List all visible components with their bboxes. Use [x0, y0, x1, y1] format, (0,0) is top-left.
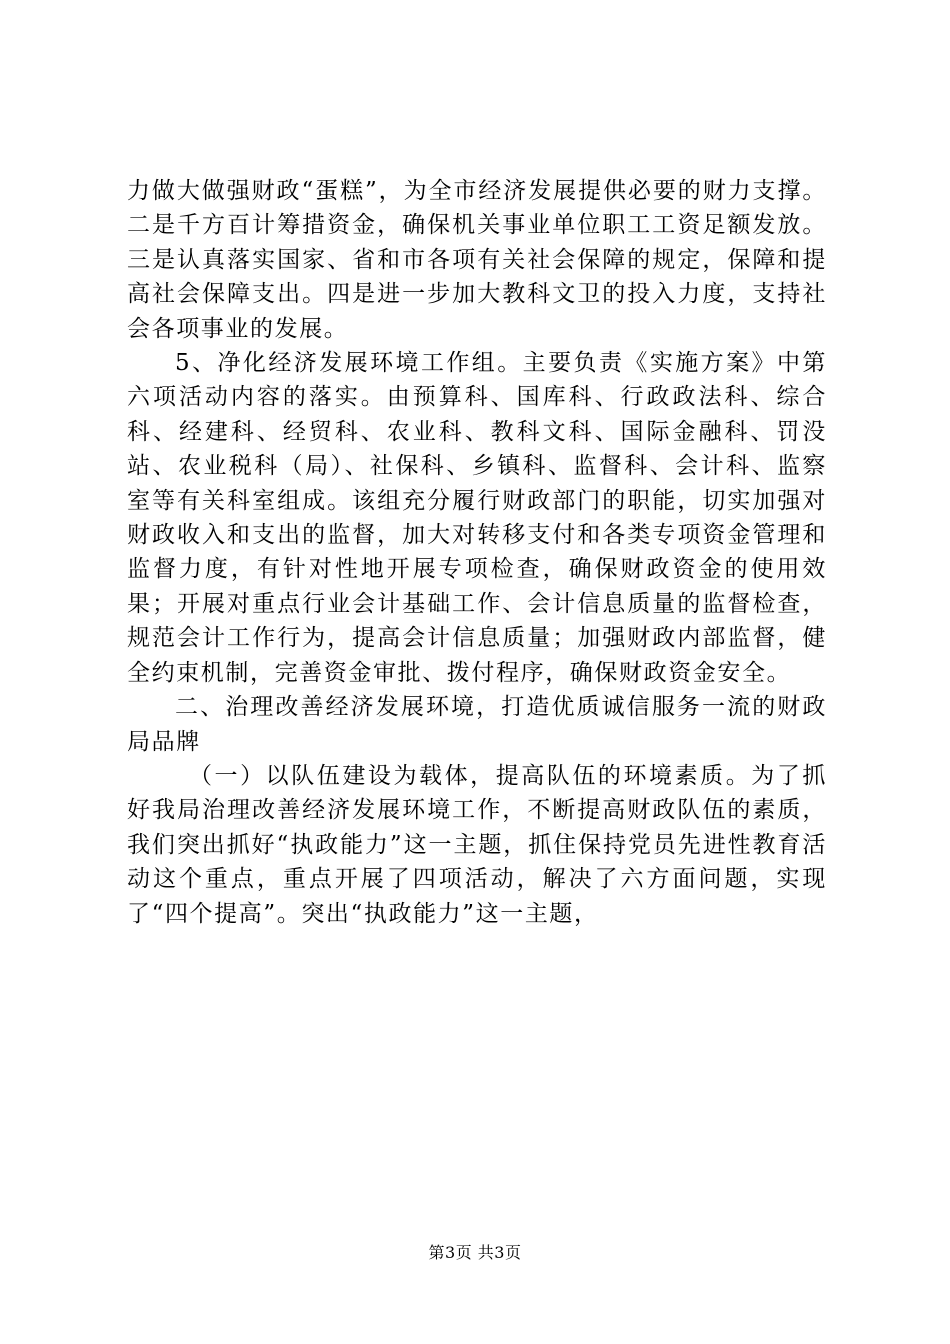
page-footer — [0, 1242, 950, 1264]
paragraph-team-building: （一）以队伍建设为载体，提高队伍的环境素质。为了抓好我局治理改善经济发展环境工作，不断提高财政队伍的素质，我们突出抓好“执政能力”这一主题，抓住保持党员先进性教育活动这个重点，重点开展了四项活动，解决了六方面问题，实现了“四个提高”。突出“执政能力”这一主题， — [127, 762, 827, 927]
section-heading-2: 二、治理改善经济发展环境，打造优质诚信服务一流的财政局品牌 — [127, 694, 827, 755]
body-text — [127, 174, 827, 931]
page-number: 第3页 共3页 — [428, 1243, 522, 1262]
paragraph-working-group-5: 5、净化经济发展环境工作组。主要负责《实施方案》中第六项活动内容的落实。由预算科、国库科、行政政法科、综合科、经建科、经贸科、农业科、教科文科、国际金融科、罚没站、农业税科（局）、社保科、乡镇科、监督科、会计科、监察室等有关科室组成。该组充分履行财政部门的职能，切实加强对财政收入和支出的监督，加大对转移支付和各类专项资金管理和监督力度，有针对性地开展专项检查，确保财政资金的使用效果；开展对重点行业会计基础工作、会计信息质量的监督检查，规范会计工作行为，提高会计信息质量；加强财政内部监督，健全约束机制，完善资金审批、拨付程序，确保财政资金安全。 — [127, 350, 827, 686]
paragraph-continuation: 力做大做强财政“蛋糕”，为全市经济发展提供必要的财力支撑。二是千方百计筹措资金，确保机关事业单位职工工资足额发放。三是认真落实国家、省和市各项有关社会保障的规定，保障和提高社会保障支出。四是进一步加大教科文卫的投入力度，支持社会各项事业的发展。 — [127, 178, 827, 342]
